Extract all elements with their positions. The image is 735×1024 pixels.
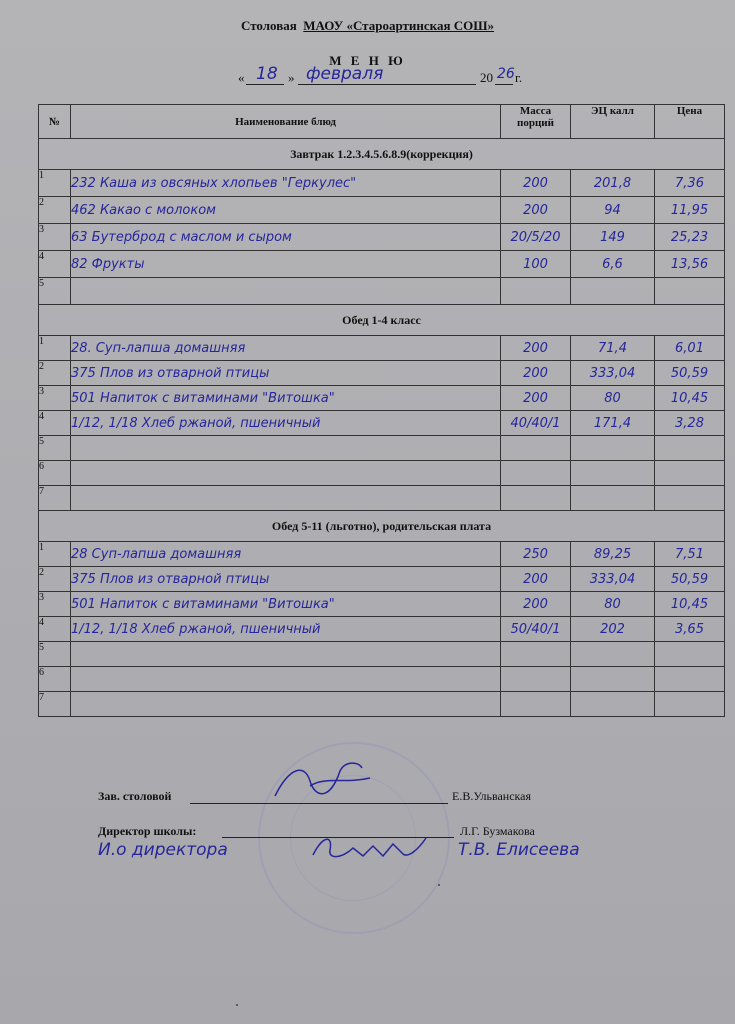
row-number: 1	[39, 542, 71, 567]
portion-mass: 200	[501, 386, 571, 411]
price: 7,36	[655, 170, 725, 197]
price: 25,23	[655, 224, 725, 251]
acting-director-name-handwritten: Т.В. Елисеева	[458, 840, 580, 860]
dish-name: 501 Напиток с витаминами "Витошка"	[71, 592, 501, 617]
portion-mass: 20/5/20	[501, 224, 571, 251]
price	[655, 278, 725, 305]
price: 10,45	[655, 592, 725, 617]
energy-value	[571, 667, 655, 692]
date-line	[238, 66, 568, 88]
table-row	[39, 251, 725, 278]
price: 10,45	[655, 386, 725, 411]
org-prefix: Столовая	[240, 18, 297, 33]
energy-value	[571, 278, 655, 305]
portion-mass: 40/40/1	[501, 411, 571, 436]
speck	[236, 1004, 238, 1006]
organization-title	[0, 18, 735, 34]
row-number: 3	[39, 224, 71, 251]
portion-mass	[501, 692, 571, 717]
head-label: Зав. столовой	[98, 789, 172, 803]
dish-name: 375 Плов из отварной птицы	[71, 361, 501, 386]
table-row	[39, 224, 725, 251]
table-row	[39, 461, 725, 486]
menu-title: М Е Н Ю	[329, 53, 406, 68]
section-header-row	[39, 139, 725, 170]
price: 3,28	[655, 411, 725, 436]
energy-value: 71,4	[571, 336, 655, 361]
price	[655, 642, 725, 667]
energy-value: 80	[571, 386, 655, 411]
portion-mass: 100	[501, 251, 571, 278]
row-number: 2	[39, 567, 71, 592]
director-label: Директор школы:	[98, 824, 197, 838]
energy-value	[571, 642, 655, 667]
menu-table	[38, 104, 725, 717]
portion-mass: 200	[501, 567, 571, 592]
portion-mass	[501, 436, 571, 461]
row-number: 5	[39, 278, 71, 305]
price: 7,51	[655, 542, 725, 567]
dish-name	[71, 278, 501, 305]
dish-name: 462 Какао с молоком	[71, 197, 501, 224]
col-header-name: Наименование блюд	[71, 105, 501, 139]
year-tail: г.	[515, 70, 523, 85]
table-row	[39, 667, 725, 692]
date-day: 18	[256, 64, 278, 84]
price: 13,56	[655, 251, 725, 278]
energy-value: 94	[571, 197, 655, 224]
portion-mass: 50/40/1	[501, 617, 571, 642]
row-number: 6	[39, 461, 71, 486]
quote-open: «	[238, 70, 245, 85]
table-row	[39, 642, 725, 667]
portion-mass	[501, 486, 571, 511]
price: 11,95	[655, 197, 725, 224]
table-row	[39, 567, 725, 592]
row-number: 3	[39, 592, 71, 617]
row-number: 2	[39, 361, 71, 386]
dish-name: 63 Бутерброд с маслом и сыром	[71, 224, 501, 251]
date-month: февраля	[306, 64, 384, 84]
table-row	[39, 386, 725, 411]
director-name: Л.Г. Бузмакова	[460, 824, 535, 838]
portion-mass: 200	[501, 592, 571, 617]
col-header-kcal: ЭЦ калл	[571, 105, 655, 139]
table-row	[39, 592, 725, 617]
table-row	[39, 170, 725, 197]
quote-close: »	[288, 70, 295, 85]
col-header-num: №	[39, 105, 71, 139]
portion-mass: 200	[501, 170, 571, 197]
row-number: 4	[39, 617, 71, 642]
price: 3,65	[655, 617, 725, 642]
dish-name	[71, 642, 501, 667]
table-row	[39, 692, 725, 717]
price	[655, 436, 725, 461]
section-title: Обед 5-11 (льготно), родительская плата	[39, 511, 725, 542]
portion-mass: 250	[501, 542, 571, 567]
row-number: 6	[39, 667, 71, 692]
energy-value	[571, 692, 655, 717]
table-row	[39, 617, 725, 642]
row-number: 2	[39, 197, 71, 224]
price	[655, 692, 725, 717]
table-header-row	[39, 105, 725, 139]
row-number: 4	[39, 411, 71, 436]
dish-name	[71, 692, 501, 717]
table-row	[39, 278, 725, 305]
dish-name: 82 Фрукты	[71, 251, 501, 278]
portion-mass: 200	[501, 361, 571, 386]
acting-director-handwritten: И.о директора	[98, 840, 228, 860]
dish-name: 232 Каша из овсяных хлопьев "Геркулес"	[71, 170, 501, 197]
table-row	[39, 197, 725, 224]
portion-mass: 200	[501, 197, 571, 224]
energy-value	[571, 486, 655, 511]
dish-name: 501 Напиток с витаминами "Витошка"	[71, 386, 501, 411]
portion-mass	[501, 642, 571, 667]
org-name: МАОУ «Староартинская СОШ»	[303, 18, 495, 33]
energy-value: 201,8	[571, 170, 655, 197]
energy-value: 6,6	[571, 251, 655, 278]
price	[655, 667, 725, 692]
price	[655, 461, 725, 486]
portion-mass	[501, 667, 571, 692]
year-suffix: 26	[497, 66, 515, 82]
director-signature-mark	[308, 830, 428, 870]
energy-value: 80	[571, 592, 655, 617]
table-row	[39, 486, 725, 511]
table-row	[39, 361, 725, 386]
energy-value	[571, 436, 655, 461]
energy-value: 171,4	[571, 411, 655, 436]
section-title: Завтрак 1.2.3.4.5.6.8.9(коррекция)	[39, 139, 725, 170]
price: 6,01	[655, 336, 725, 361]
price: 50,59	[655, 361, 725, 386]
dish-name: 375 Плов из отварной птицы	[71, 567, 501, 592]
col-header-mass: Масса порций	[501, 105, 571, 139]
energy-value	[571, 461, 655, 486]
row-number: 5	[39, 642, 71, 667]
dish-name: 1/12, 1/18 Хлеб ржаной, пшеничный	[71, 411, 501, 436]
year-prefix: 20	[480, 70, 493, 85]
dish-name: 1/12, 1/18 Хлеб ржаной, пшеничный	[71, 617, 501, 642]
head-name: Е.В.Ульванская	[452, 789, 532, 803]
row-number: 1	[39, 170, 71, 197]
energy-value: 149	[571, 224, 655, 251]
energy-value: 89,25	[571, 542, 655, 567]
energy-value: 333,04	[571, 567, 655, 592]
table-row	[39, 436, 725, 461]
row-number: 7	[39, 692, 71, 717]
table-row	[39, 542, 725, 567]
dish-name	[71, 436, 501, 461]
col-header-price: Цена	[655, 105, 725, 139]
dish-name	[71, 486, 501, 511]
table-row	[39, 336, 725, 361]
table-row	[39, 411, 725, 436]
row-number: 3	[39, 386, 71, 411]
head-signature-mark	[270, 756, 380, 806]
dish-name	[71, 667, 501, 692]
section-title: Обед 1-4 класс	[39, 305, 725, 336]
portion-mass	[501, 461, 571, 486]
row-number: 5	[39, 436, 71, 461]
section-header-row	[39, 511, 725, 542]
price: 50,59	[655, 567, 725, 592]
section-header-row	[39, 305, 725, 336]
energy-value: 202	[571, 617, 655, 642]
row-number: 4	[39, 251, 71, 278]
speck	[438, 884, 440, 886]
row-number: 7	[39, 486, 71, 511]
dish-name	[71, 461, 501, 486]
portion-mass	[501, 278, 571, 305]
portion-mass: 200	[501, 336, 571, 361]
dish-name: 28 Суп-лапша домашняя	[71, 542, 501, 567]
dish-name: 28. Суп-лапша домашняя	[71, 336, 501, 361]
row-number: 1	[39, 336, 71, 361]
energy-value: 333,04	[571, 361, 655, 386]
price	[655, 486, 725, 511]
